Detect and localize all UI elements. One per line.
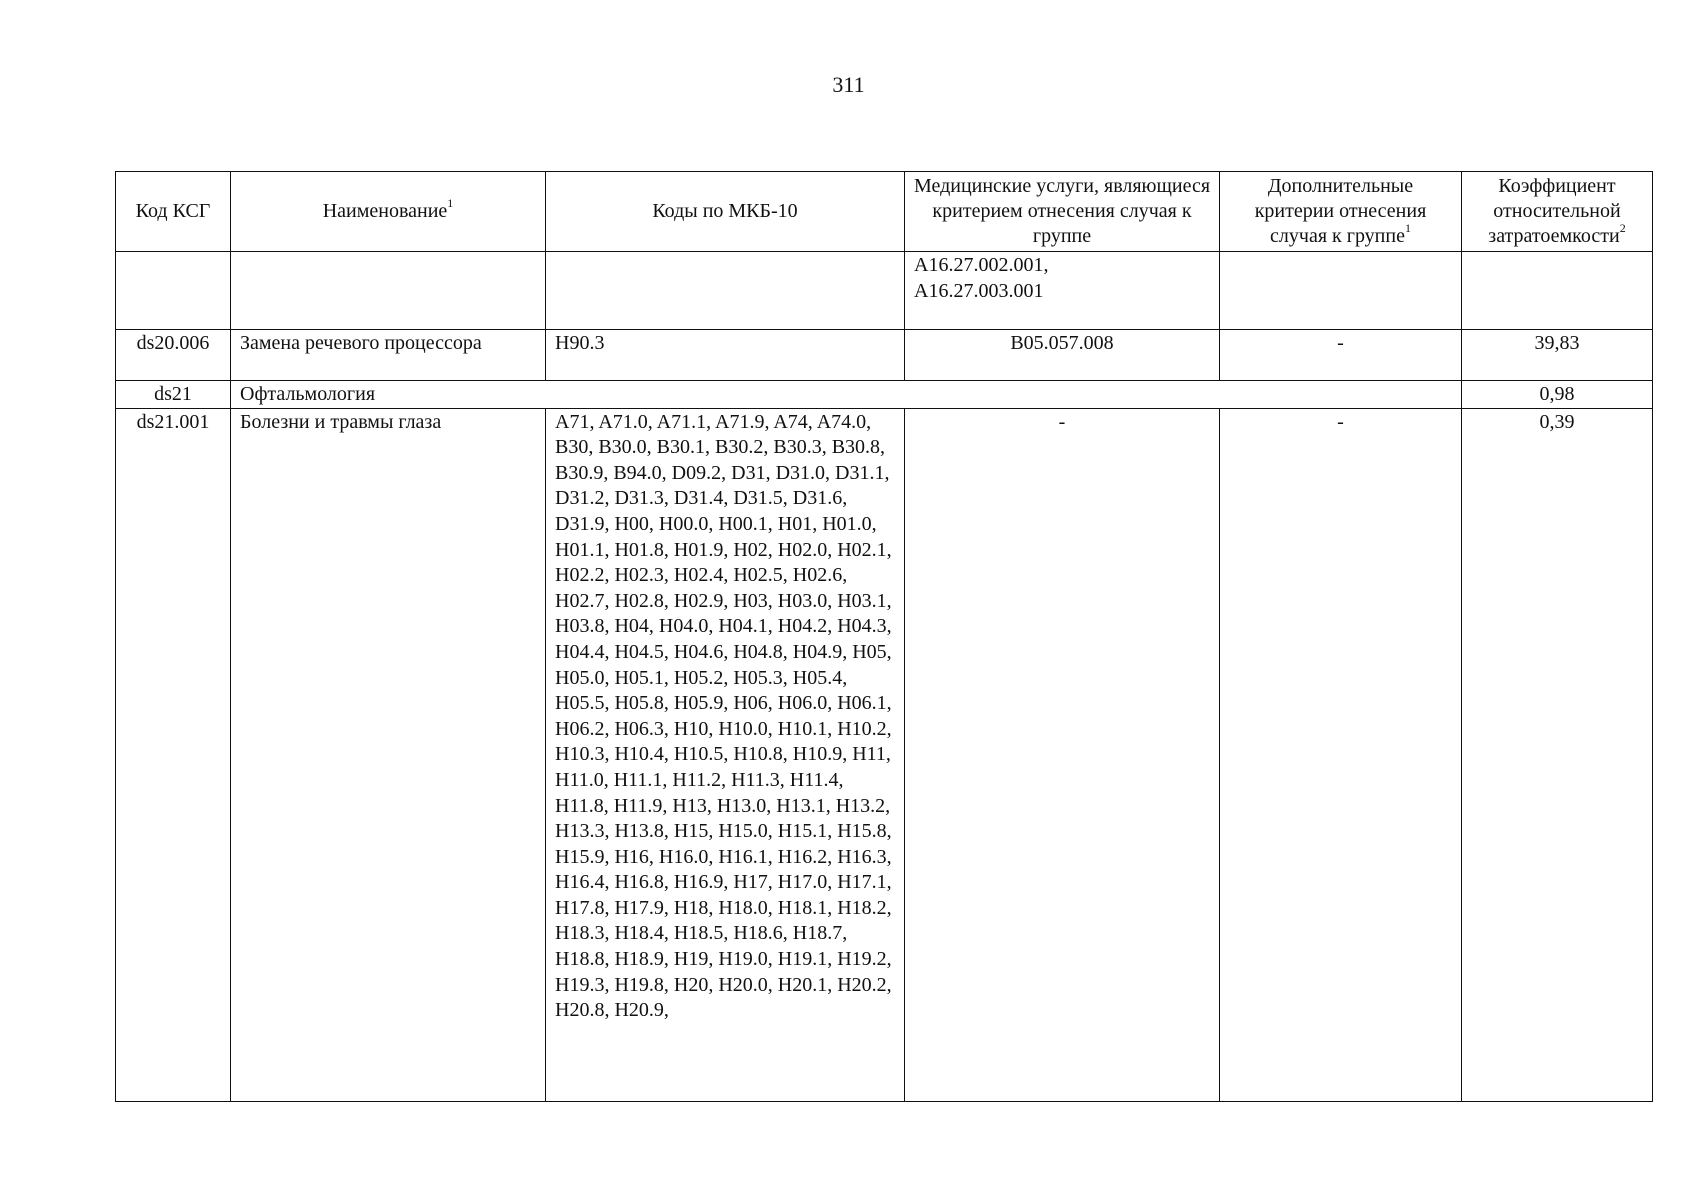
cell-services: B05.057.008 [905, 330, 1220, 381]
cell-coefficient: 0,98 [1462, 381, 1653, 409]
cell-code: ds21 [116, 381, 231, 409]
header-code: Код КСГ [116, 172, 231, 252]
cell-extra: - [1220, 408, 1462, 1101]
cell-extra [1220, 252, 1462, 330]
cell-name: Болезни и травмы глаза [231, 408, 546, 1101]
footnote-marker: 1 [1404, 221, 1411, 236]
table-row [116, 408, 1653, 1101]
cell-services: - [905, 408, 1220, 1101]
cell-coefficient: 39,83 [1462, 330, 1653, 381]
table-row-section [116, 381, 1653, 409]
cell-code [116, 252, 231, 330]
cell-icd [546, 408, 905, 1101]
header-extra-criteria: Дополнительные критерии отнесения случая к группе$^1$ [1220, 172, 1462, 252]
table-header-row [116, 172, 1653, 252]
footnote-marker: 1 [447, 196, 454, 211]
header-services: Медицинские услуги, являющиеся критерием отнесения случая к группе [905, 172, 1220, 252]
ksg-table [115, 171, 1653, 1102]
footnote-marker: 2 [1619, 221, 1626, 236]
page-number: 311 [832, 72, 865, 97]
header-icd: Коды по МКБ-10 [546, 172, 905, 252]
header-coefficient: Коэффициент относительной затратоемкости$^2$ [1462, 172, 1653, 252]
cell-icd [546, 252, 905, 330]
cell-services: A16.27.002.001, A16.27.003.001 [905, 252, 1220, 330]
cell-extra: - [1220, 330, 1462, 381]
cell-code: ds20.006 [116, 330, 231, 381]
cell-name: Замена речевого процессора [231, 330, 546, 381]
cell-section-name: Офтальмология [231, 381, 1462, 409]
cell-coefficient [1462, 252, 1653, 330]
cell-name [231, 252, 546, 330]
cell-coefficient: 0,39 [1462, 408, 1653, 1101]
table-row [116, 330, 1653, 381]
cell-code: ds21.001 [116, 408, 231, 1101]
icd-code-list: A71, A71.0, A71.1, A71.9, A74, A74.0, B30, B30.0, B30.1, B30.2, B30.3, B30.8, B30.9, B94.0, D09.2, D31, D31.0, D31.1, D31.2, D31.3, D31.4, D31.5, D31.6, D31.9, H00, H00.0, H00.1, H01, H01.0, H01.1, H01.8, H01.9, H02, H02.0, H02.1, H02.2, H02.3, H02.4, H02.5, H02.6, H02.7, H02.8, H02.9, H03, H03.0, H03.1, H03.8, H04, H04.0, H04.1, H04.2, H04.3, H04.4, H04.5, H04.6, H04.8, H04.9, H05, H05.0, H05.1, H05.2, H05.3, H05.4, H05.5, H05.8, H05.9, H06, H06.0, H06.1, H06.2, H06.3, H10, H10.0, H10.1, H10.2, H10.3, H10.4, H10.5, H10.8, H10.9, H11, H11.0, H11.1, H11.2, H11.3, H11.4, H11.8, H11.9, H13, H13.0, H13.1, H13.2, H13.3, H13.8, H15, H15.0, H15.1, H15.8, H15.9, H16, H16.0, H16.1, H16.2, H16.3, H16.4, H16.8, H16.9, H17, H17.0, H17.1, H17.8, H17.9, H18, H18.0, H18.1, H18.2, H18.3, H18.4, H18.5, H18.6, H18.7, H18.8, H18.9, H19, H19.0, H19.1, H19.2, H19.3, H19.8, H20, H20.0, H20.1, H20.2, H20.8, H20.9, [555, 410, 892, 1022]
cell-icd: H90.3 [546, 330, 905, 381]
header-name: Наименование$^1$ [231, 172, 546, 252]
table-row-continuation [116, 252, 1653, 330]
